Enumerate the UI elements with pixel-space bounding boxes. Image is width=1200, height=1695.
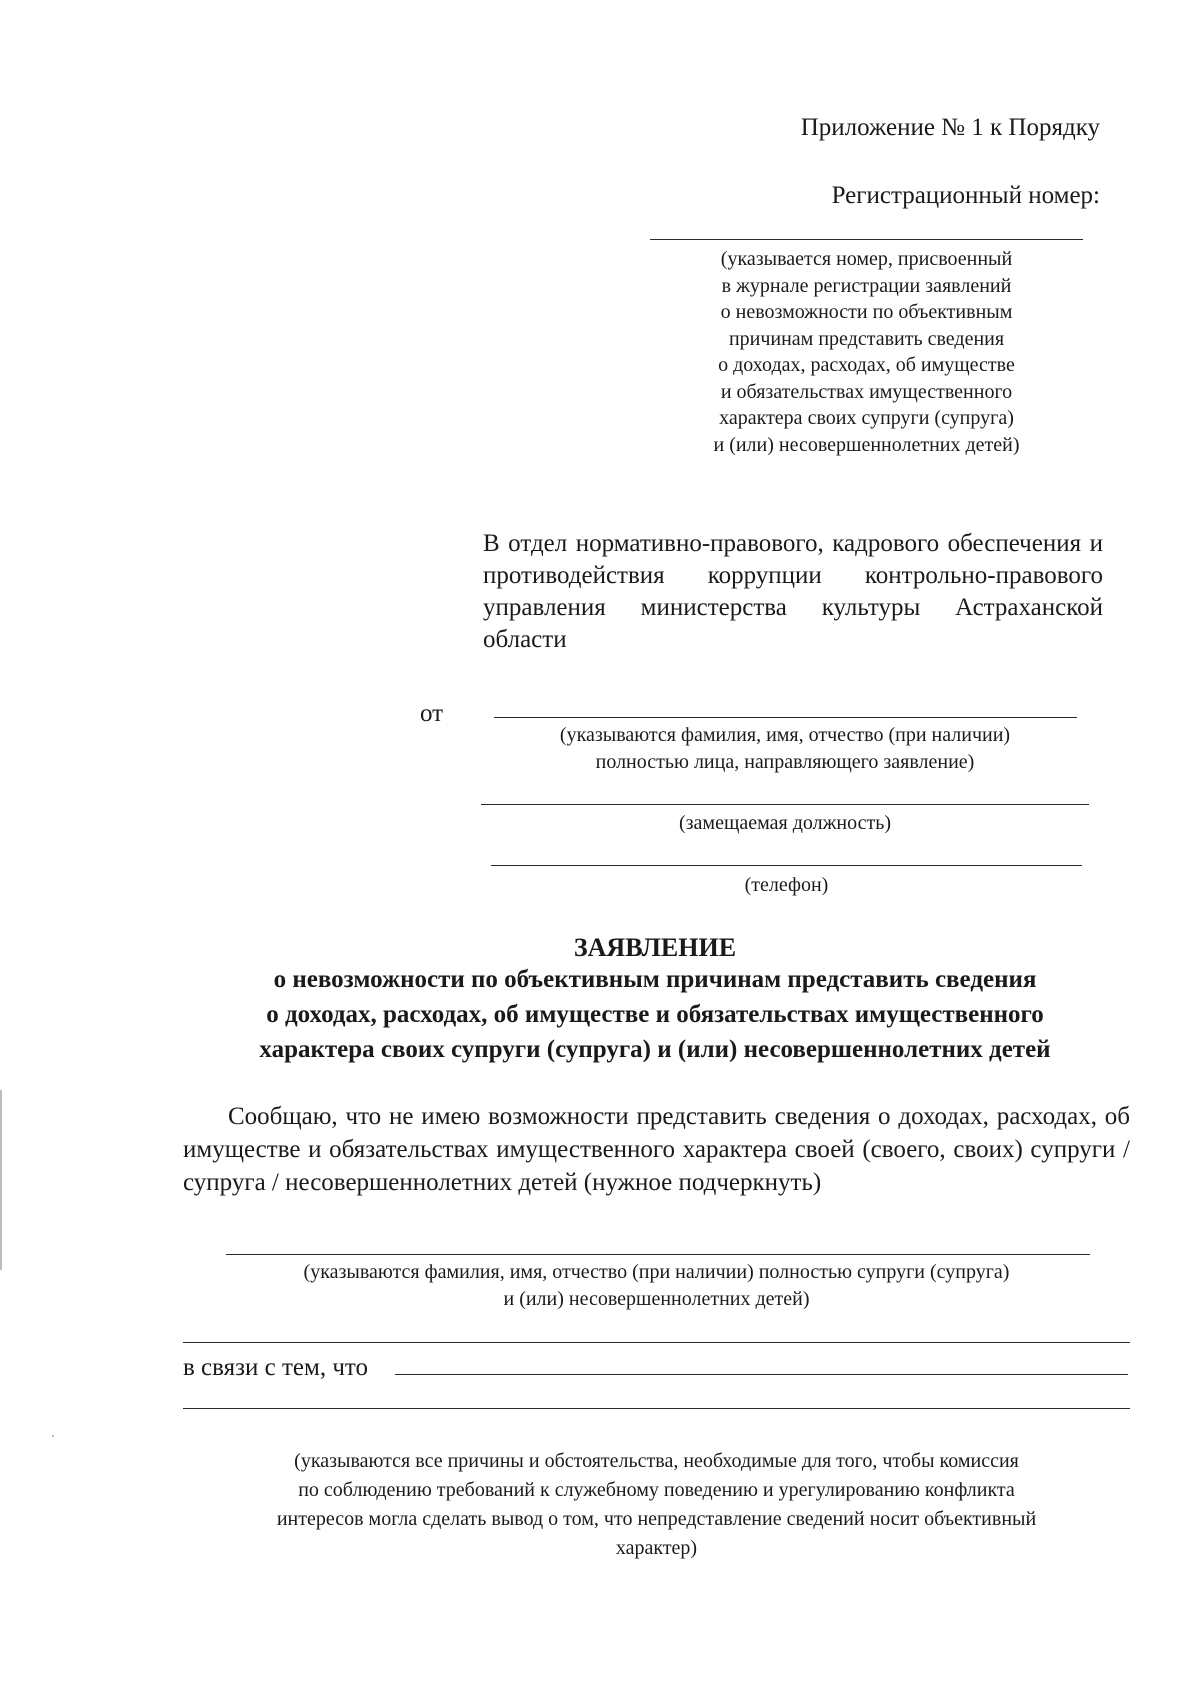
phone-field[interactable] <box>491 865 1082 866</box>
from-label: от <box>420 700 444 727</box>
note-line: характер) <box>615 1537 698 1559</box>
position-note: (замещаемая должность) <box>678 812 892 834</box>
note-line: (указываются фамилия, имя, отчество (при наличии) <box>559 724 1011 746</box>
note-line: о доходах, расходах, об имуществе <box>718 354 1015 376</box>
note-line: интересов могла сделать вывод о том, что непредставление сведений носит объективный <box>276 1508 1037 1530</box>
document-subtitle <box>100 962 1200 1067</box>
subtitle-line: о невозможности по объективным причинам представить сведения <box>273 966 1037 993</box>
subtitle-line: о доходах, расходах, об имуществе и обязательствах имущественного <box>266 1001 1044 1028</box>
note-line: в журнале регистрации заявлений <box>721 274 1012 297</box>
note-line: характера своих супруги (супруга) <box>719 407 1014 429</box>
note-line: и (или) несовершеннолетних детей) <box>713 433 1020 456</box>
position-field[interactable] <box>481 804 1089 805</box>
scan-edge-mark <box>0 1090 2 1270</box>
reason-field-extra[interactable] <box>183 1408 1130 1409</box>
document-title: ЗАЯВЛЕНИЕ <box>573 933 737 962</box>
note-line: и (или) несовершеннолетних детей) <box>503 1287 810 1310</box>
registration-number-field[interactable] <box>650 239 1083 240</box>
note-line: по соблюдению требований к служебному поведению и урегулированию конфликта <box>298 1479 1015 1501</box>
appendix-label: Приложение № 1 к Порядку <box>800 114 1100 141</box>
subtitle-line: характера своих супруги (супруга) и (или) несовершеннолетних детей <box>259 1036 1051 1063</box>
note-line: полностью лица, направляющего заявление) <box>595 750 975 773</box>
note-line: о невозможности по объективным <box>720 301 1013 323</box>
note-line: (указываются все причины и обстоятельства, необходимые для того, чтобы комиссия <box>294 1450 1019 1472</box>
scan-speck <box>52 1435 54 1437</box>
reason-note <box>183 1447 1130 1563</box>
registration-number-label: Регистрационный номер: <box>831 182 1100 209</box>
applicant-name-field[interactable] <box>494 717 1077 718</box>
note-line: и обязательствах имущественного <box>720 380 1013 403</box>
addressee-block: В отдел нормативно-правового, кадрового обеспечения и противодействия коррупции контрольно-правового управления министерства культуры Астраханской области <box>483 530 1103 653</box>
registration-number-note <box>650 246 1083 458</box>
spouse-children-field-extra[interactable] <box>183 1342 1130 1343</box>
spouse-children-field[interactable] <box>226 1254 1090 1255</box>
note-line: (указываются фамилия, имя, отчество (при наличии) полностью супруги (супруга) <box>303 1261 1010 1283</box>
spouse-children-note <box>183 1259 1130 1312</box>
note-line: причинам представить сведения <box>728 327 1005 350</box>
phone-note: (телефон) <box>744 874 829 896</box>
note-line: (указывается номер, присвоенный <box>720 248 1013 270</box>
applicant-name-note <box>480 722 1090 775</box>
reason-field[interactable] <box>395 1374 1128 1375</box>
statement-paragraph: Сообщаю, что не имею возможности представить сведения о доходах, расходах, об имуществе и обязательствах имущественного характера своей (своего, своих) супруги / супруга / несовершеннолетних детей (нужное подчеркнуть) <box>183 1103 1130 1196</box>
reason-label: в связи с тем, что <box>183 1354 368 1381</box>
